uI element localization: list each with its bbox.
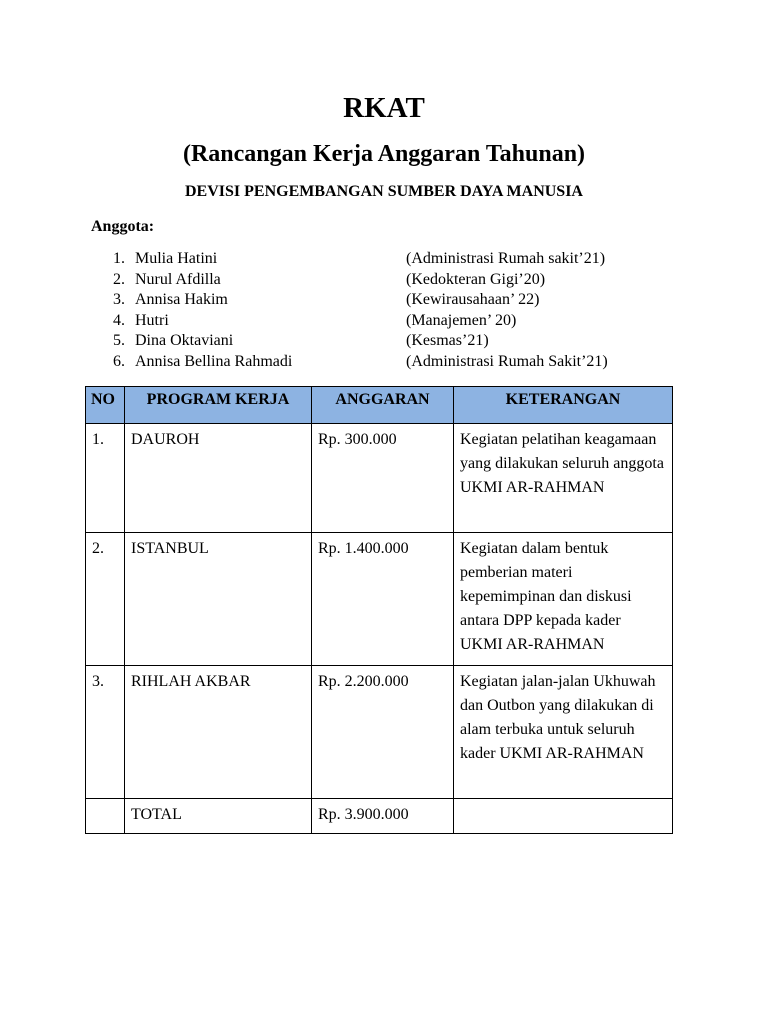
cell-no: 3. <box>86 666 125 799</box>
table-row <box>86 424 673 533</box>
header-no: NO <box>86 387 125 424</box>
member-department: (Kedokteran Gigi’20) <box>406 270 546 288</box>
list-item <box>108 311 668 332</box>
list-item <box>108 331 668 352</box>
table-row <box>86 533 673 666</box>
cell-program: ISTANBUL <box>125 533 312 666</box>
member-department: (Administrasi Rumah Sakit’21) <box>406 352 608 370</box>
list-item <box>108 352 668 373</box>
member-name: Hutri <box>135 311 169 329</box>
member-name: Annisa Hakim <box>135 291 228 308</box>
cell-budget: Rp. 2.200.000 <box>312 666 454 799</box>
list-item <box>108 270 668 291</box>
member-number: 2. <box>113 270 125 288</box>
member-department: (Manajemen’ 20) <box>406 311 517 329</box>
division-heading: DEVISI PENGEMBANGAN SUMBER DAYA MANUSIA <box>185 183 583 200</box>
member-department: (Administrasi Rumah sakit’21) <box>406 250 606 267</box>
list-item <box>108 249 668 270</box>
cell-description <box>454 799 673 834</box>
cell-budget: Rp. 300.000 <box>312 424 454 533</box>
budget-table <box>85 386 673 834</box>
member-department: (Kesmas’21) <box>406 332 489 349</box>
member-name: Nurul Afdilla <box>135 270 221 288</box>
table-total-row <box>86 799 673 834</box>
header-program: PROGRAM KERJA <box>125 387 312 424</box>
list-item <box>108 290 668 311</box>
table-header-row <box>86 387 673 424</box>
members-list <box>108 249 668 372</box>
total-budget: Rp. 3.900.000 <box>312 799 454 834</box>
member-name: Annisa Bellina Rahmadi <box>135 352 293 370</box>
table-row <box>86 666 673 799</box>
cell-no: 2. <box>86 533 125 666</box>
cell-program: RIHLAH AKBAR <box>125 666 312 799</box>
document-title: RKAT <box>343 92 425 124</box>
member-department: (Kewirausahaan’ 22) <box>406 291 540 308</box>
member-number: 5. <box>113 332 125 349</box>
cell-no <box>86 799 125 834</box>
header-description: KETERANGAN <box>454 387 673 424</box>
member-number: 4. <box>113 311 125 329</box>
members-label: Anggota: <box>91 218 155 235</box>
total-label: TOTAL <box>125 799 312 834</box>
cell-description: Kegiatan jalan-jalan Ukhuwah dan Outbon yang dilakukan di alam terbuka untuk seluruh kader UKMI AR-RAHMAN <box>454 666 673 799</box>
member-number: 3. <box>113 291 125 308</box>
header-budget: ANGGARAN <box>312 387 454 424</box>
cell-description: Kegiatan pelatihan keagamaan yang dilakukan seluruh anggota UKMI AR-RAHMAN <box>454 424 673 533</box>
member-name: Mulia Hatini <box>135 250 218 267</box>
document-subtitle: (Rancangan Kerja Anggaran Tahunan) <box>182 141 586 167</box>
cell-program: DAUROH <box>125 424 312 533</box>
cell-description: Kegiatan dalam bentuk pemberian materi kepemimpinan dan diskusi antara DPP kepada kader UKMI AR-RAHMAN <box>454 533 673 666</box>
cell-budget: Rp. 1.400.000 <box>312 533 454 666</box>
member-number: 6. <box>113 352 125 370</box>
member-name: Dina Oktaviani <box>135 332 234 349</box>
cell-no: 1. <box>86 424 125 533</box>
member-number: 1. <box>113 250 125 267</box>
